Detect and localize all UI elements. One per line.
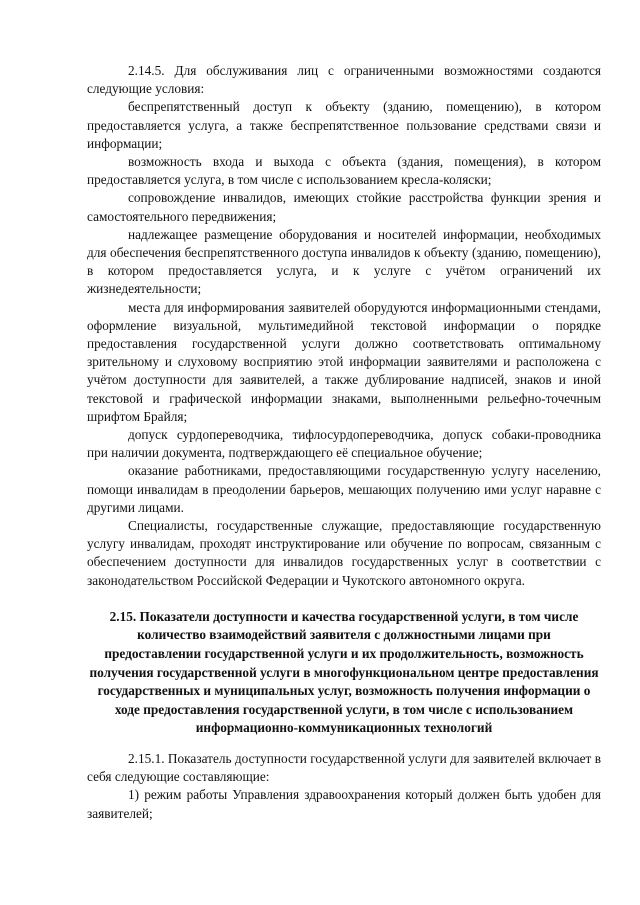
section-gap <box>87 590 601 608</box>
paragraph-2-14-5-intro: 2.14.5. Для обслуживания лиц с ограниченными возможностями создаются следующие условия: <box>87 63 601 97</box>
paragraph-item-access: беспрепятственный доступ к объекту (зданию, помещению), в котором предоставляется услуга, а также беспрепятственное пользование средствами связи и информации; <box>87 99 601 151</box>
paragraph-item-info-stands: места для информирования заявителей оборудуются информационными стендами, оформление визуальной, мультимедийной текстовой информации о порядке предоставления государственной услуги должно соответствовать оптимальному зрительному и слуховому восприятию этой информации заявителями и расположена с учётом доступности для заявителей, а также дублирование надписей, знаков и иной текстовой и графической информации знаками, выполненными рельефно-точечным шрифтом Брайля; <box>87 299 601 424</box>
paragraph-item-assistance: оказание работниками, предоставляющими государственную услугу населению, помощи инвалидам в преодолении барьеров, мешающих получению ими услуг наравне с другими лицами. <box>87 463 601 515</box>
paragraph-item-entry-exit: возможность входа и выхода с объекта (здания, помещения), в котором предоставляется услуга, в том числе с использованием кресла-коляски; <box>87 154 601 188</box>
paragraph-item-equipment: надлежащее размещение оборудования и носителей информации, необходимых для обеспечения беспрепятственного доступа инвалидов к объекту (зданию, помещению), в котором предоставляется услуга, и к услуге с учётом ограничений их жизнедеятельности; <box>87 226 601 297</box>
paragraph-2-15-1: 2.15.1. Показатель доступности государственной услуги для заявителей включает в себя следующие составляющие: <box>87 751 601 785</box>
paragraph-work-schedule: 1) режим работы Управления здравоохранения который должен быть удобен для заявителей; <box>87 787 601 821</box>
paragraph-item-escort: сопровождение инвалидов, имеющих стойкие расстройства функции зрения и самостоятельного передвижения; <box>87 190 601 224</box>
paragraph-item-interpreter: допуск сурдопереводчика, тифлосурдопереводчика, допуск собаки-проводника при наличии документа, подтверждающего её специальное обучение; <box>87 427 601 461</box>
document-page <box>87 62 601 823</box>
section-2-15-heading: 2.15. Показатели доступности и качества государственной услуги, в том числе количество взаимодействий заявителя с должностными лицами при предоставлении государственной услуги и их продолжительность, возможность получения государственной услуги в многофункциональном центре предоставления государственных и муниципальных услуг, возможность получения информации о ходе предоставления государственной услуги, в том числе с использованием информационно-коммуникационных технологий <box>89 608 599 736</box>
heading-gap <box>87 738 601 750</box>
paragraph-specialists: Специалисты, государственные служащие, предоставляющие государственную услугу инвалидам, проходят инструктирование или обучение по вопросам, связанным с обеспечением доступности для инвалидов государственных услуг в соответствии с законодательством Российской Федерации и Чукотского автономного округа. <box>87 518 601 588</box>
